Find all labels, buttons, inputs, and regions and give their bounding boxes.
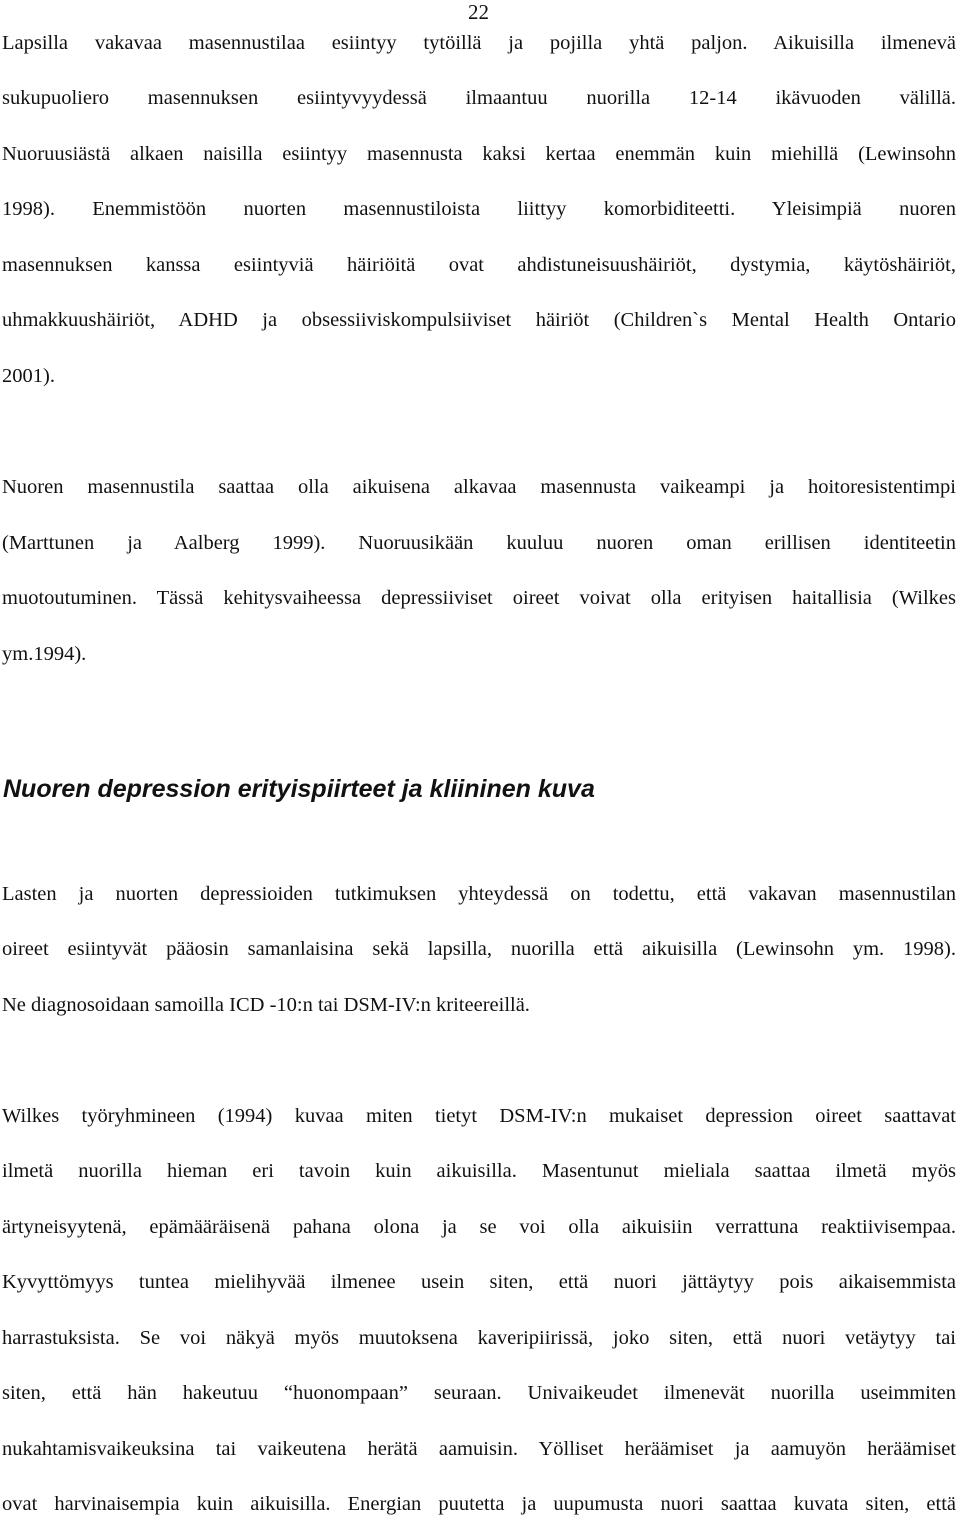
paragraph-line: Lasten ja nuorten depressioiden tutkimuksen yhteydessä on todettu, että vakavan masennustilan: [2, 883, 956, 905]
paragraph-line: ovat harvinaisempia kuin aikuisilla. Energian puutetta ja uupumusta nuori saattaa kuvata siten, että: [2, 1493, 956, 1515]
paragraph-line: 2001).: [2, 365, 55, 387]
paragraph-line: Kyvyttömyys tuntea mielihyvää ilmenee usein siten, että nuori jättäytyy pois aikaisemmista: [2, 1271, 956, 1293]
paragraph-line: siten, että hän hakeutuu “huonompaan” seuraan. Univaikeudet ilmenevät nuorilla useimmiten: [2, 1382, 956, 1404]
paragraph-line: Nuoruusiästä alkaen naisilla esiintyy masennusta kaksi kertaa enemmän kuin miehillä (Lewinsohn: [2, 143, 956, 165]
paragraph-line: Lapsilla vakavaa masennustilaa esiintyy tytöillä ja pojilla yhtä paljon. Aikuisilla ilmenevä: [2, 32, 956, 54]
paragraph-line: masennuksen kanssa esiintyviä häiriöitä ovat ahdistuneisuushäiriöt, dystymia, käytöshäiriöt,: [2, 254, 956, 276]
paragraph-line: oireet esiintyvät pääosin samanlaisina sekä lapsilla, nuorilla että aikuisilla (Lewinsohn ym. 1998).: [2, 938, 956, 960]
paragraph-line: ärtyneisyytenä, epämääräisenä pahana olona ja se voi olla aikuisiin verrattuna reaktiivisempaa.: [2, 1216, 956, 1238]
paragraph-line: muotoutuminen. Tässä kehitysvaiheessa depressiiviset oireet voivat olla erityisen haitallisia (Wilkes: [2, 587, 956, 609]
paragraph-line: (Marttunen ja Aalberg 1999). Nuoruusikään kuuluu nuoren oman erillisen identiteetin: [2, 532, 956, 554]
paragraph-line: nukahtamisvaikeuksina tai vaikeutena herätä aamuisin. Yölliset heräämiset ja aamuyön heräämiset: [2, 1438, 956, 1460]
paragraph-line: Ne diagnosoidaan samoilla ICD -10:n tai DSM-IV:n kriteereillä.: [2, 994, 530, 1016]
paragraph-line: Nuoren masennustila saattaa olla aikuisena alkavaa masennusta vaikeampi ja hoitoresistentimpi: [2, 476, 956, 498]
paragraph-line: ilmetä nuorilla hieman eri tavoin kuin aikuisilla. Masentunut mieliala saattaa ilmetä myös: [2, 1160, 956, 1182]
section-heading: Nuoren depression erityispiirteet ja kliininen kuva: [3, 775, 595, 803]
paragraph-line: 1998). Enemmistöön nuorten masennustiloista liittyy komorbiditeetti. Yleisimpiä nuoren: [2, 198, 956, 220]
paragraph-line: ym.1994).: [2, 643, 87, 665]
paragraph-line: sukupuoliero masennuksen esiintyvyydessä ilmaantuu nuorilla 12-14 ikävuoden välillä.: [2, 87, 956, 109]
paragraph-line: harrastuksista. Se voi näkyä myös muutoksena kaveripiirissä, joko siten, että nuori vetäytyy tai: [2, 1327, 956, 1349]
paragraph-line: Wilkes työryhmineen (1994) kuvaa miten tietyt DSM-IV:n mukaiset depression oireet saattavat: [2, 1105, 956, 1127]
page-number: 22: [468, 0, 489, 24]
paragraph-line: uhmakkuushäiriöt, ADHD ja obsessiiviskompulsiiviset häiriöt (Children`s Mental Health Ontario: [2, 309, 956, 331]
